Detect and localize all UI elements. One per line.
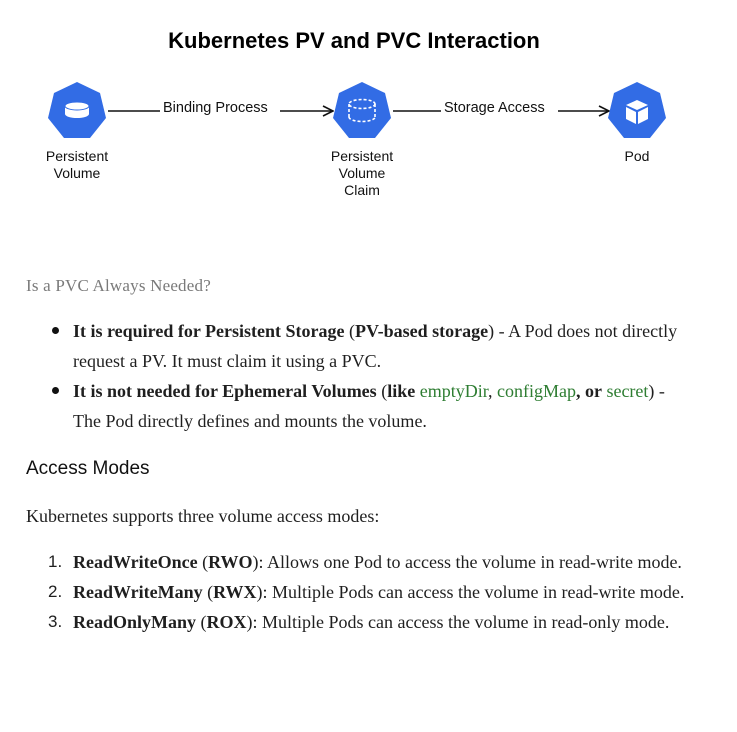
node-label-line: Persistent xyxy=(330,148,394,164)
mode-name: ReadWriteMany xyxy=(73,582,203,602)
list-number: 3. xyxy=(48,612,63,631)
bullet-text: ) - The Pod directly defines and mounts the volume. xyxy=(73,381,665,431)
bullet-text: , xyxy=(487,381,497,401)
access-modes-intro: Kubernetes supports three volume access modes: xyxy=(26,506,380,526)
mode-description: Multiple Pods can access the volume in read-only mode. xyxy=(262,612,670,632)
bullet-text: ) - A Pod does not directly request a PV. It must claim it using a PVC. xyxy=(73,321,678,371)
node-label-line: Volume xyxy=(338,165,386,181)
mode-name: ReadOnlyMany xyxy=(73,612,197,632)
mode-abbr: RWX xyxy=(213,582,257,602)
bullet-dot xyxy=(52,327,59,334)
list-number: 1. xyxy=(48,552,63,571)
code-term-configmap: configMap xyxy=(496,381,576,401)
edge-label-binding: Binding Process xyxy=(160,99,271,117)
node-label-line: Pod xyxy=(624,148,650,164)
bullet-bold-text: It is required for Persistent Storage xyxy=(73,321,345,341)
code-term-secret: secret xyxy=(606,381,649,401)
bullet-bold-text: , or xyxy=(575,381,602,401)
code-term-emptydir: emptyDir xyxy=(419,381,488,401)
list-item: 3. ReadOnlyMany (ROX): Multiple Pods can access the volume in read-only mode. xyxy=(0,607,737,637)
bullet-dot xyxy=(52,387,59,394)
node-label-line: Persistent xyxy=(45,148,109,164)
bullet-text: ( xyxy=(344,321,355,341)
mode-abbr: ROX xyxy=(206,612,247,632)
database-icon xyxy=(48,82,106,138)
node-label-line: Volume xyxy=(53,165,101,181)
bullet-bold-text: It is not needed for Ephemeral Volumes xyxy=(73,381,377,401)
bullet-text: ( xyxy=(376,381,388,401)
dashed-database-icon xyxy=(333,82,391,138)
list-item xyxy=(0,376,737,436)
mode-abbr: RWO xyxy=(208,552,253,572)
diagram-title: Kubernetes PV and PVC Interaction xyxy=(168,28,540,53)
cube-icon xyxy=(608,82,666,138)
list-item xyxy=(0,316,737,376)
mode-description: Allows one Pod to access the volume in read-write mode. xyxy=(267,552,682,572)
section-label: Is a PVC Always Needed? xyxy=(26,276,211,295)
list-item: 2. ReadWriteMany (RWX): Multiple Pods can access the volume in read-write mode. xyxy=(0,577,737,607)
bullet-bold-text: PV-based storage xyxy=(354,321,489,341)
edge-label-storage: Storage Access xyxy=(441,99,548,117)
list-number: 2. xyxy=(48,582,63,601)
list-item: 1. ReadWriteOnce (RWO): Allows one Pod to access the volume in read-write mode. xyxy=(0,547,737,577)
bullet-bold-text: like xyxy=(387,381,420,401)
access-modes-list xyxy=(0,547,737,637)
mode-description: Multiple Pods can access the volume in read-write mode. xyxy=(272,582,685,602)
node-label-pv xyxy=(17,148,137,182)
node-label-pvc xyxy=(302,148,422,199)
access-modes-heading: Access Modes xyxy=(26,458,150,479)
node-label-line: Claim xyxy=(344,182,380,198)
node-label-pod xyxy=(577,148,697,165)
mode-name: ReadWriteOnce xyxy=(73,552,198,572)
pvc-bullet-list xyxy=(0,316,737,436)
pv-pvc-diagram xyxy=(0,0,737,215)
